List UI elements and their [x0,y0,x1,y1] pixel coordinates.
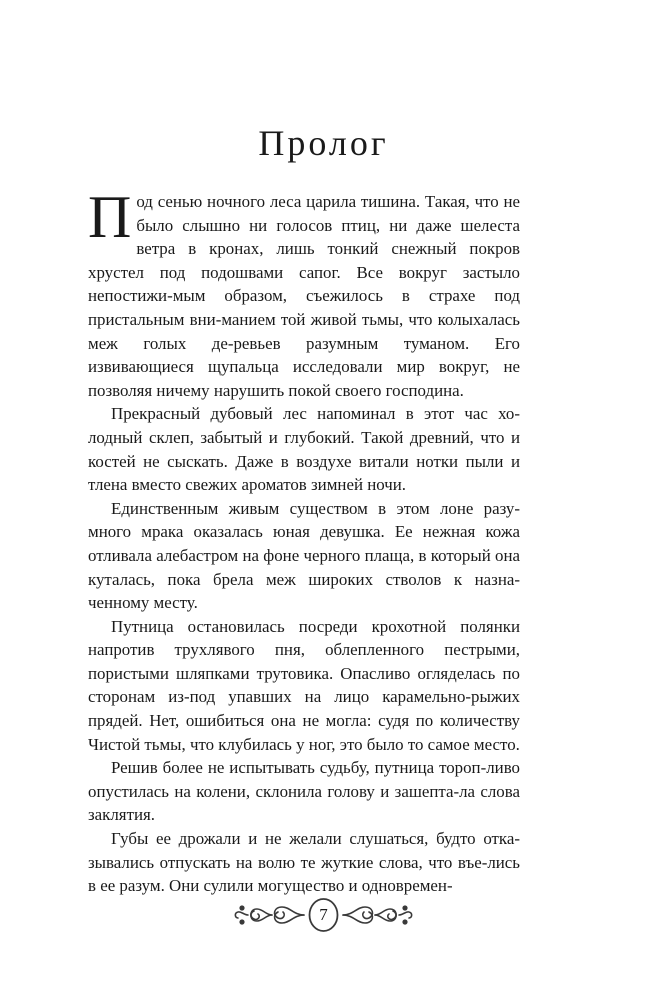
paragraph-3: Единственным живым существом в этом лоне разу-много мрака оказалась юная девушка. Ее нежная кожа отливала алебастром на фоне черного плаща, в который она куталась, пока брела меж широких стволов к назна-ченному месту. [88,498,520,613]
paragraph-4: Путница остановилась посреди крохотной полянки напротив трухлявого пня, облепленного пестрыми, пористыми шляпками трутовика. Опасливо огляделась по сторонам из-под упавших на лицо карамельно-рыжих прядей. Нет, ошибиться она не могла: судя по количеству Чистой тьмы, что клубилась у ног, это было то самое место. [88,616,520,754]
paragraph-1 [88,184,520,402]
page-number: 7 [319,905,328,924]
drop-cap: П [88,184,132,250]
page-footer [0,897,647,935]
paragraph-1-text: од сенью ночного леса царила тишина. Такая, что не было слышно ни голосов птиц, ни даже шелеста ветра в кронах, лишь тонкий снежный покров хрустел под подошвами сапог. Все вокруг застыло непостижи-мым образом, съежилось в страхе под пристальным вни-манием той живой тьмы, что колыхалась меж голых де-ревьев разумным туманом. Его извивающиеся щупальца исследовали мир вокруг, не позволяя ничему нарушить покой своего господина. [88,192,520,400]
paragraph-6: Губы ее дрожали и не желали слушаться, будто отка-зывались отпускать на волю те жуткие слова, что въе-лись в ее разум. Они сулили могущество и одновремен- [88,829,520,896]
left-flourish-icon [232,897,306,933]
body-text [88,184,520,898]
paragraph-2: Прекрасный дубовый лес напоминал в этот час хо-лодный склеп, забытый и глубокий. Такой древний, что и костей не сыскать. Даже в воздухе витали нотки пыли и тлена вместо свежих ароматов зимней ночи. [88,404,520,495]
right-flourish-icon [341,897,415,933]
chapter-title: Пролог [258,123,389,163]
paragraph-5: Решив более не испытывать судьбу, путница тороп-ливо опустилась на колени, склонила голову и зашепта-ла слова заклятия. [88,758,520,825]
